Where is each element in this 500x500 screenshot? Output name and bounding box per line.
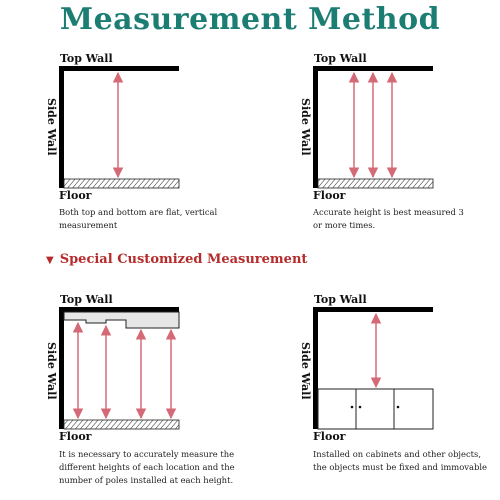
caption-line: measurement bbox=[59, 220, 118, 230]
panel-2-diagram bbox=[313, 66, 433, 188]
side-wall-label: Side Wall bbox=[299, 98, 312, 156]
top-wall-label: Top Wall bbox=[314, 293, 367, 306]
top-wall-label: Top Wall bbox=[60, 293, 113, 306]
top-wall bbox=[59, 66, 179, 71]
cabinet bbox=[318, 389, 433, 429]
caption-line: different heights of each location and the bbox=[59, 462, 235, 472]
top-wall bbox=[313, 66, 433, 71]
panel-4-diagram bbox=[313, 307, 433, 429]
caption-line: number of poles installed at each height. bbox=[59, 475, 234, 485]
side-wall bbox=[313, 66, 318, 188]
panel-3-diagram bbox=[59, 307, 179, 429]
floor-label: Floor bbox=[59, 189, 92, 202]
side-wall bbox=[59, 307, 64, 429]
caption-line: Installed on cabinets and other objects, bbox=[313, 449, 481, 459]
caption-line: or more times. bbox=[313, 220, 376, 230]
side-wall-label: Side Wall bbox=[299, 342, 312, 400]
uneven-ceiling bbox=[64, 312, 179, 328]
triangle-down-icon: ▼ bbox=[46, 255, 54, 266]
panel-1-diagram bbox=[59, 66, 179, 188]
floor-hatch bbox=[64, 420, 179, 429]
floor-label: Floor bbox=[59, 430, 92, 443]
side-wall bbox=[59, 66, 64, 188]
top-wall-label: Top Wall bbox=[314, 52, 367, 65]
top-wall bbox=[59, 307, 179, 312]
caption-line: It is necessary to accurately measure the bbox=[59, 449, 235, 459]
cabinet-knob bbox=[397, 406, 400, 409]
floor-label: Floor bbox=[313, 189, 346, 202]
top-wall-label: Top Wall bbox=[60, 52, 113, 65]
cabinet-knob bbox=[359, 406, 362, 409]
caption-line: Both top and bottom are flat, vertical bbox=[59, 207, 218, 217]
side-wall-label: Side Wall bbox=[45, 342, 58, 400]
side-wall-label: Side Wall bbox=[45, 98, 58, 156]
floor-label: Floor bbox=[313, 430, 346, 443]
side-wall bbox=[313, 307, 318, 429]
page-title: Measurement Method bbox=[59, 2, 441, 37]
caption-line: the objects must be fixed and immovable bbox=[313, 462, 488, 472]
cabinet-knob bbox=[351, 406, 354, 409]
floor-hatch bbox=[318, 179, 433, 188]
caption-line: Accurate height is best measured 3 bbox=[313, 207, 464, 217]
floor-hatch bbox=[64, 179, 179, 188]
top-wall bbox=[313, 307, 433, 312]
section-heading-text: Special Customized Measurement bbox=[59, 252, 308, 267]
